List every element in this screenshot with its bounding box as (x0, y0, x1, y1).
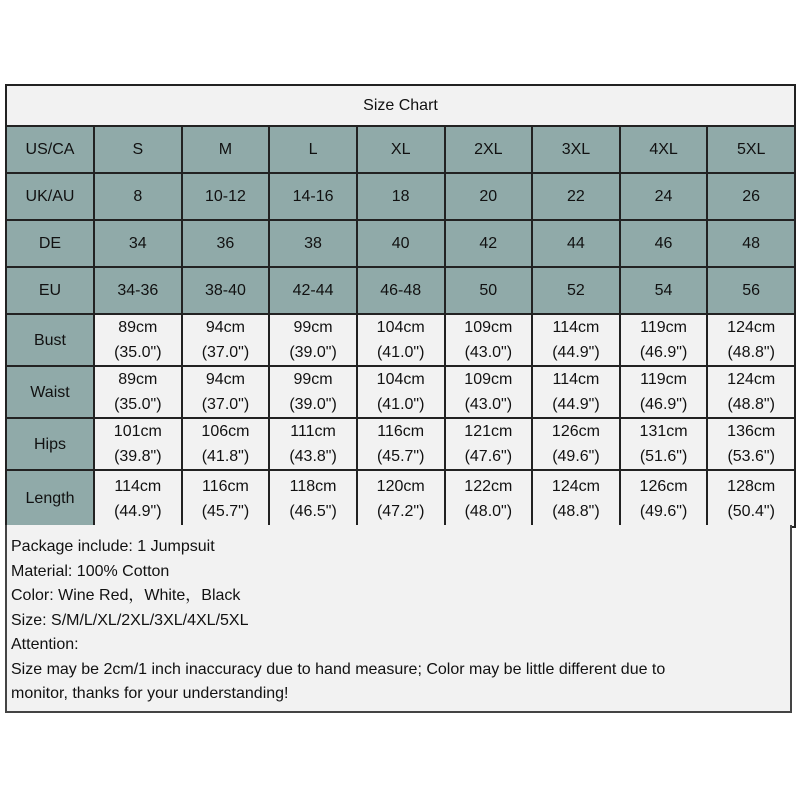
cm-value: 94cm (205, 371, 245, 388)
measure-cell (94, 366, 182, 418)
inch-value: (44.9") (552, 344, 600, 361)
inch-value: (44.9") (552, 396, 600, 413)
measure-cell (182, 418, 270, 470)
measure-cell (445, 470, 533, 527)
size-cell: 46-48 (357, 267, 445, 314)
cm-value: 99cm (293, 371, 333, 388)
size-cell: 48 (707, 220, 795, 267)
cm-value: 118cm (289, 477, 337, 495)
cm-value: 119cm (640, 371, 687, 388)
size-row-uk-au (6, 173, 795, 220)
measure-row-waist (6, 366, 795, 418)
inch-value: (39.0") (289, 344, 337, 361)
measure-cell (532, 470, 620, 527)
inch-value: (46.5") (289, 502, 337, 520)
cm-value: 126cm (639, 477, 688, 495)
inch-value: (39.0") (289, 396, 337, 413)
note-line: Size: S/M/L/XL/2XL/3XL/4XL/5XL (11, 611, 249, 629)
measure-cell (182, 470, 270, 527)
size-cell: L (269, 126, 357, 173)
inch-value: (43.8") (289, 448, 337, 465)
cm-value: 119cm (640, 319, 687, 336)
note-line: monitor, thanks for your understanding! (11, 685, 289, 702)
measure-cell (357, 418, 445, 470)
measure-cell (357, 314, 445, 366)
size-cell: 3XL (532, 126, 620, 173)
note-line: Package include: 1 Jumpsuit (11, 538, 215, 555)
size-cell: S (94, 126, 182, 173)
size-cell: 52 (532, 267, 620, 314)
size-cell: M (182, 126, 270, 173)
size-cell: 56 (707, 267, 795, 314)
cm-value: 101cm (113, 423, 162, 440)
row-label: DE (6, 220, 94, 267)
cm-value: 136cm (727, 423, 776, 440)
note-line: Size may be 2cm/1 inch inaccuracy due to hand measure; Color may be little different due to (11, 660, 666, 678)
inch-value: (43.0") (464, 344, 513, 361)
size-row-de (6, 220, 795, 267)
size-cell: 26 (707, 173, 795, 220)
measure-cell (620, 366, 708, 418)
size-cell: 24 (620, 173, 708, 220)
inch-value: (53.6") (727, 448, 775, 465)
measure-cell (182, 366, 270, 418)
size-cell: XL (357, 126, 445, 173)
product-notes (5, 525, 792, 713)
inch-value: (41.8") (201, 448, 250, 465)
size-cell: 14-16 (269, 173, 357, 220)
inch-value: (43.0") (464, 396, 513, 413)
measure-cell (445, 314, 533, 366)
size-chart (5, 84, 796, 528)
measure-cell (707, 366, 795, 418)
inch-value: (41.0") (376, 396, 425, 413)
inch-value: (47.2") (376, 502, 425, 520)
size-cell: 22 (532, 173, 620, 220)
measure-cell (269, 366, 357, 418)
size-row-us-ca (6, 126, 795, 173)
size-cell: 44 (532, 220, 620, 267)
measure-cell (182, 314, 270, 366)
size-chart-table (5, 84, 796, 528)
note-line: Attention: (11, 636, 79, 653)
measure-cell (269, 314, 357, 366)
size-cell: 40 (357, 220, 445, 267)
inch-value: (41.0") (376, 344, 425, 361)
cm-value: 104cm (376, 319, 425, 336)
size-cell: 20 (445, 173, 533, 220)
size-cell: 46 (620, 220, 708, 267)
inch-value: (44.9") (114, 502, 162, 520)
measure-cell (269, 418, 357, 470)
inch-value: (46.9") (639, 396, 688, 413)
size-cell: 18 (357, 173, 445, 220)
measure-cell (94, 470, 182, 527)
row-label: Length (6, 470, 94, 527)
size-cell: 10-12 (182, 173, 270, 220)
inch-value: (35.0") (114, 344, 162, 361)
inch-value: (35.0") (114, 396, 162, 413)
inch-value: (48.0") (464, 502, 513, 520)
measure-row-length (6, 470, 795, 527)
measure-cell (532, 366, 620, 418)
size-cell: 38-40 (182, 267, 270, 314)
cm-value: 124cm (727, 371, 776, 388)
inch-value: (37.0") (201, 344, 250, 361)
cm-value: 114cm (552, 319, 600, 336)
chart-title: Size Chart (6, 85, 795, 126)
cm-value: 126cm (551, 423, 600, 440)
measure-cell (620, 418, 708, 470)
inch-value: (48.8") (727, 344, 775, 361)
row-label: US/CA (6, 126, 94, 173)
size-cell: 8 (94, 173, 182, 220)
size-cell: 54 (620, 267, 708, 314)
row-label: EU (6, 267, 94, 314)
size-cell: 50 (445, 267, 533, 314)
size-cell: 42 (445, 220, 533, 267)
inch-value: (47.6") (464, 448, 513, 465)
inch-value: (49.6") (639, 502, 688, 520)
cm-value: 104cm (376, 371, 425, 388)
inch-value: (48.8") (727, 396, 775, 413)
size-cell: 38 (269, 220, 357, 267)
measure-cell (532, 314, 620, 366)
cm-value: 106cm (201, 423, 250, 440)
measure-cell (94, 314, 182, 366)
measure-cell (620, 314, 708, 366)
cm-value: 128cm (727, 477, 776, 495)
inch-value: (48.8") (552, 502, 600, 520)
measure-cell (445, 418, 533, 470)
inch-value: (51.6") (639, 448, 688, 465)
cm-value: 116cm (377, 423, 425, 440)
size-cell: 36 (182, 220, 270, 267)
cm-value: 114cm (114, 477, 162, 495)
measure-cell (707, 470, 795, 527)
measure-cell (532, 418, 620, 470)
cm-value: 124cm (727, 319, 776, 336)
cm-value: 116cm (202, 477, 249, 495)
cm-value: 111cm (290, 423, 336, 440)
measure-cell (707, 418, 795, 470)
cm-value: 109cm (464, 371, 513, 388)
inch-value: (37.0") (201, 396, 250, 413)
size-cell: 5XL (707, 126, 795, 173)
cm-value: 89cm (118, 371, 158, 388)
row-label: Waist (6, 366, 94, 418)
cm-value: 120cm (376, 477, 425, 495)
row-label: Hips (6, 418, 94, 470)
size-cell: 34 (94, 220, 182, 267)
cm-value: 114cm (552, 371, 600, 388)
measure-cell (707, 314, 795, 366)
note-line: Material: 100% Cotton (11, 562, 170, 580)
note-line: Color: Wine Red，White，Black (11, 587, 241, 604)
inch-value: (49.6") (552, 448, 600, 465)
inch-value: (45.7") (201, 502, 250, 520)
inch-value: (45.7") (376, 448, 425, 465)
cm-value: 89cm (118, 319, 158, 336)
size-row-eu (6, 267, 795, 314)
measure-row-bust (6, 314, 795, 366)
cm-value: 99cm (293, 319, 333, 336)
cm-value: 94cm (205, 319, 245, 336)
measure-row-hips (6, 418, 795, 470)
measure-cell (445, 366, 533, 418)
row-label: Bust (6, 314, 94, 366)
measure-cell (94, 418, 182, 470)
measure-cell (357, 470, 445, 527)
row-label: UK/AU (6, 173, 94, 220)
cm-value: 124cm (551, 477, 600, 495)
size-cell: 42-44 (269, 267, 357, 314)
cm-value: 131cm (639, 423, 688, 440)
size-cell: 4XL (620, 126, 708, 173)
measure-cell (269, 470, 357, 527)
inch-value: (46.9") (639, 344, 688, 361)
cm-value: 121cm (464, 423, 513, 440)
inch-value: (39.8") (114, 448, 162, 465)
measure-cell (357, 366, 445, 418)
measure-cell (620, 470, 708, 527)
inch-value: (50.4") (727, 502, 775, 520)
size-cell: 34-36 (94, 267, 182, 314)
cm-value: 109cm (464, 319, 513, 336)
cm-value: 122cm (464, 477, 513, 495)
size-cell: 2XL (445, 126, 533, 173)
